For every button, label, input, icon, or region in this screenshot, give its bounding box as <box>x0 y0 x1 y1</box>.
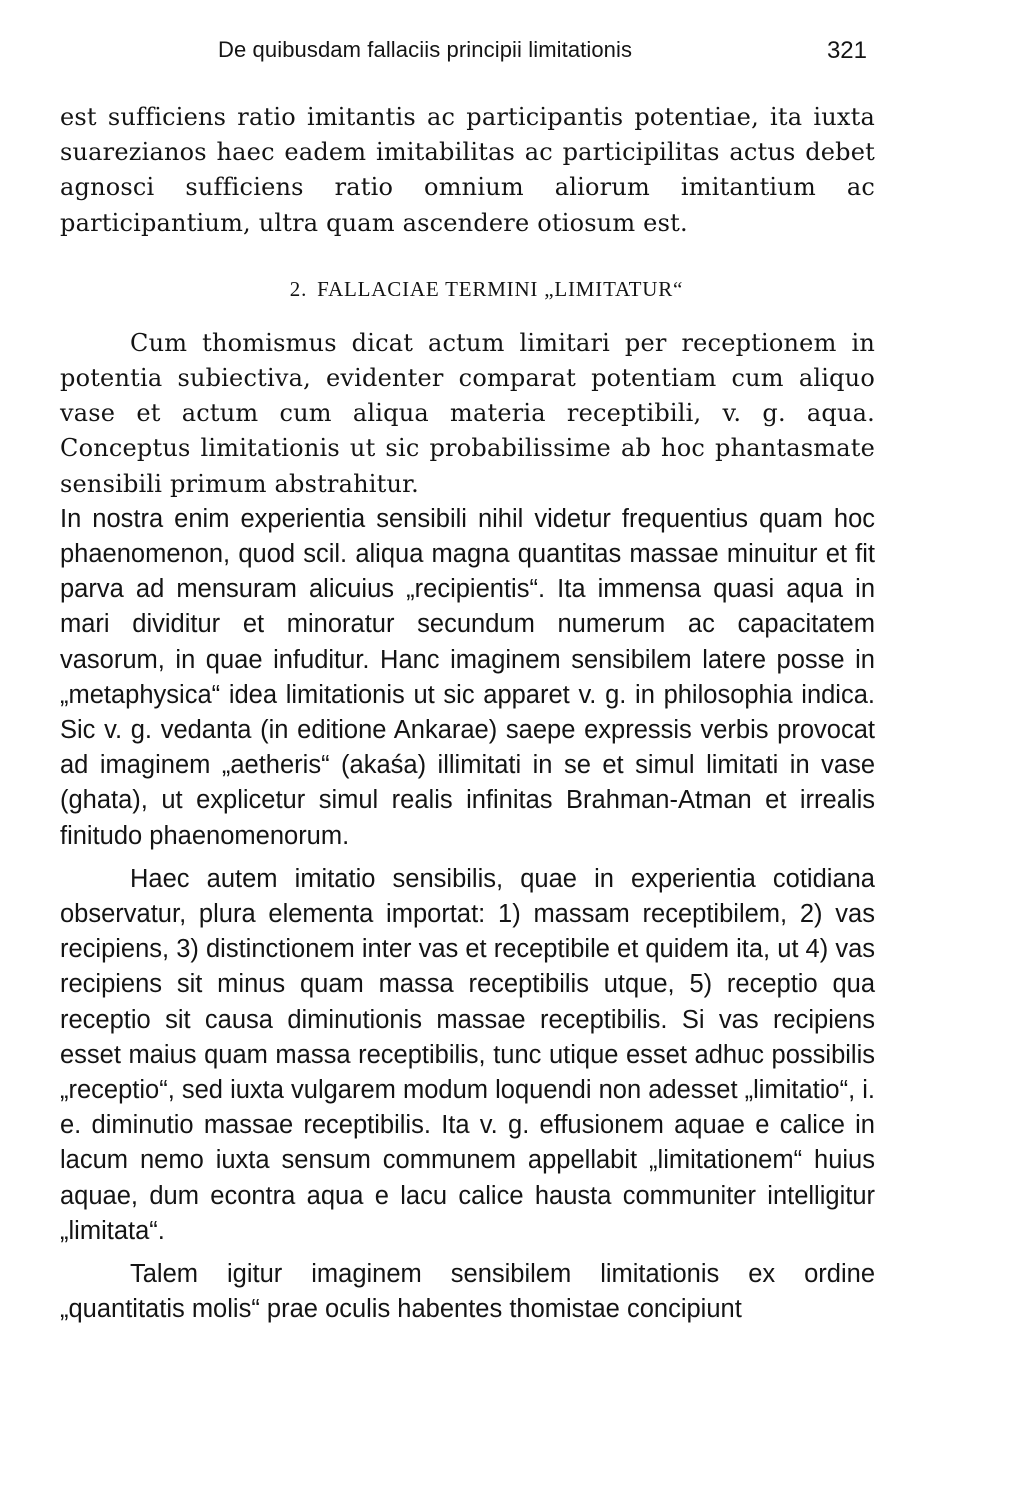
section-title: FALLACIAE TERMINI „LIMITATUR“ <box>317 276 684 301</box>
section-number: 2. <box>289 276 308 301</box>
section-heading <box>60 277 875 302</box>
running-head <box>60 0 875 90</box>
paragraph-spacer <box>60 1249 875 1257</box>
paragraph-spacer <box>60 854 875 862</box>
paragraph-3: Haec autem imitatio sensibilis, quae in experientia cotidiana observatur, plura elementa importat: 1) massam receptibilem, 2) vas recipiens, 3) distinctionem inter vas et receptibile et quidem ita, ut 4) vas recipiens sit minus quam massa receptibilis utque, 5) receptio qua receptio sit causa diminutionis massae receptibilis. Si vas recipiens esset maius quam massa receptibilis, tunc utique esset adhuc possibilis „receptio“, sed iuxta vulgarem modum loquendi non adesset „limitatio“, i. e. diminutio massae receptibilis. Ita v. g. effusionem aquae e calice in lacum nemo iuxta sensum communem appellabit „limitationem“ huius aquae, dum econtra aqua e lacu calice hausta communiter intelligitur „limitata“. <box>60 864 875 1245</box>
paragraph-1: est sufficiens ratio imitantis ac participantis potentiae, ita iuxta suarezianos haec eadem imitabilitas ac participilitas actus debet agnosci sufficiens ratio omnium aliorum imitantium ac participantium, ultra quam ascendere otiosum est. <box>60 103 875 237</box>
book-page <box>60 0 875 1328</box>
paragraph-2-continued: In nostra enim experientia sensibili nihil videtur frequentius quam hoc phaenomenon, quod scil. aliqua magna quantitas massae minuitur et fit parva ad mensuram alicuius „recipientis“. Ita immensa quasi aqua in mari dividitur et minoratur secundum numerum ac capacitatem vasorum, in quae infuditur. Hanc imaginem sensibilem latere posse in „metaphysica“ idea limitationis ut sic apparet v. g. in philosophia indica. Sic v. g. vedanta (in editione Ankarae) saepe expressis verbis provocat ad imaginem „aetheris“ (akaśa) illimitati in se et simul limitati in vase (ghata), ut explicetur simul realis infinitas Brahman-Atman et irrealis finitudo phaenomenorum. <box>60 504 875 850</box>
paragraph-2: Cum thomismus dicat actum limitari per receptionem in potentia subiectiva, evidenter comparat potentiam cum aliquo vase et actum cum aliqua materia receptibili, v. g. aqua. Conceptus limitationis ut sic probabilissime ab hoc phantasmate sensibili primum abstrahitur. <box>60 328 875 498</box>
running-title: De quibusdam fallaciis principii limitationis <box>218 37 633 62</box>
paragraph-4: Talem igitur imaginem sensibilem limitationis ex ordine „quantitatis molis“ prae oculis habentes thomistae concipiunt <box>60 1260 875 1324</box>
page-number: 321 <box>826 37 867 64</box>
